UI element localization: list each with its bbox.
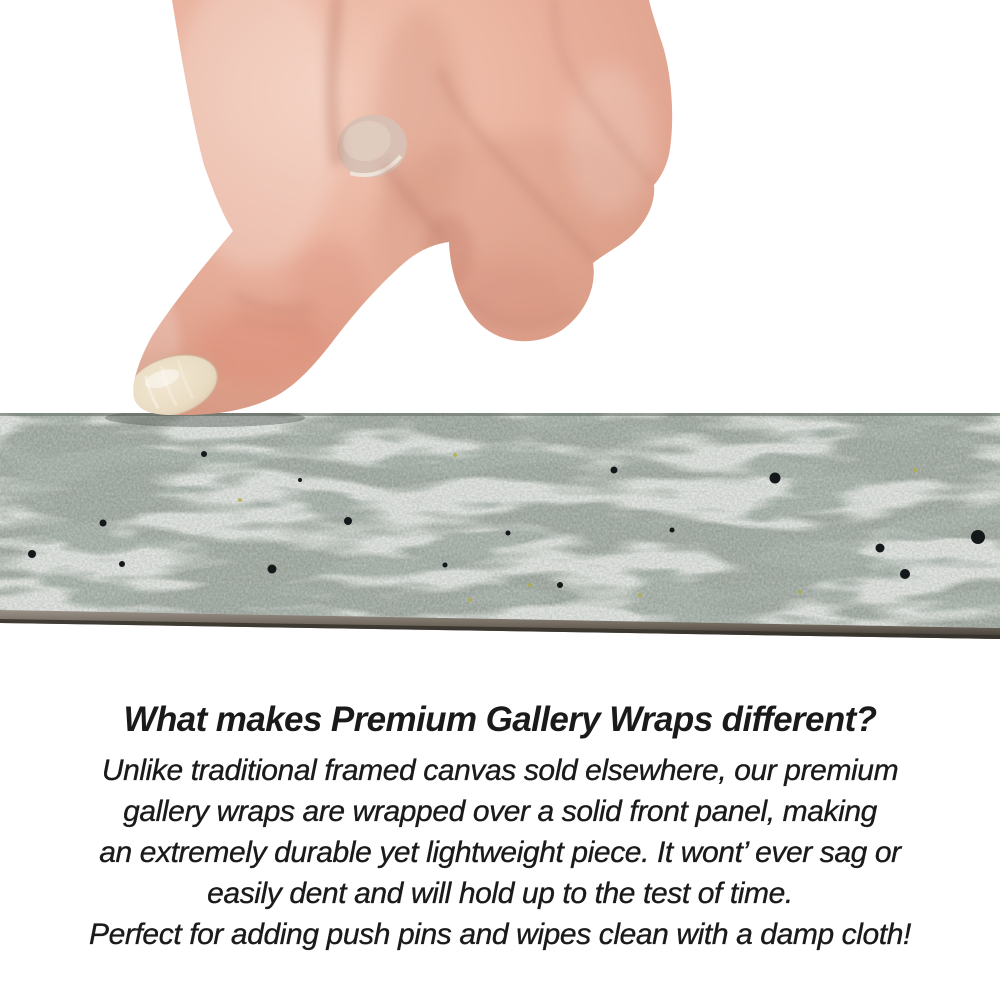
description-block [0,698,1000,955]
canvas-wrap-edge-photo [0,413,1000,639]
canvas-texture [0,413,1000,628]
body-line-5: Perfect for adding push pins and wipes clean with a damp cloth! [89,918,911,951]
body-line-2: gallery wraps are wrapped over a solid front panel, making [123,795,877,828]
body-line-4: easily dent and will hold up to the test of time. [207,877,793,910]
body-line-3: an extremely durable yet lightweight piece. It wont’ ever sag or [99,836,901,869]
body-line-1: Unlike traditional framed canvas sold elsewhere, our premium [101,754,899,787]
headline: What makes Premium Gallery Wraps different? [123,700,877,739]
hand-thumb-press-photo [0,0,1000,430]
